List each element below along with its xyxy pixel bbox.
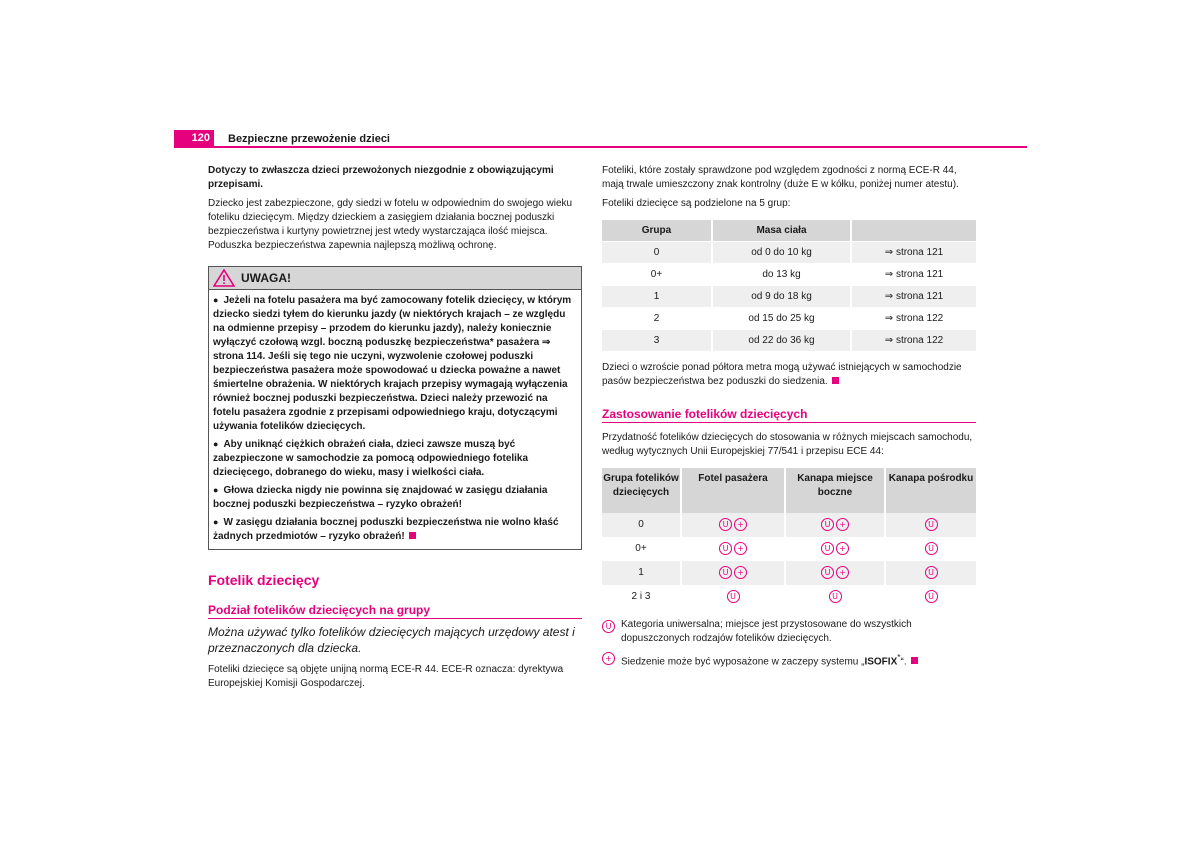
warning-icon	[213, 269, 235, 287]
table-row	[602, 264, 976, 286]
legend-text: Kategoria uniwersalna; miejsce jest przystosowane do wszystkich dopuszczonych rodzajów fotelików dziecięcych.	[621, 619, 912, 644]
universal-symbol-icon: U	[602, 620, 615, 633]
isofix-symbol-icon: +	[602, 652, 615, 665]
universal-symbol-icon: U	[727, 590, 740, 603]
universal-symbol-icon: U	[821, 542, 834, 555]
intro-italic: Można używać tylko fotelików dziecięcych mających urzędowy atest i przeznaczonych dla dziecka.	[208, 625, 575, 655]
table-header	[851, 220, 976, 242]
table-cell	[885, 513, 976, 537]
paragraph: Foteliki, które zostały sprawdzone pod względem zgodności z normą ECE-R 44, mają trwale umieszczony znak kontrolny (duże E w kółku, poniżej numer atestu).	[602, 165, 959, 190]
universal-symbol-icon: U	[719, 566, 732, 579]
usage-table	[602, 468, 976, 609]
page-link[interactable]: ⇒ strona 122	[851, 330, 976, 352]
section-heading: Fotelik dziecięcy	[208, 572, 320, 588]
paragraph: Foteliki dziecięce są objęte unijną normą ECE-R 44. ECE-R oznacza: dyrektywa Europejskiej Komisji Gospodarczej.	[208, 664, 564, 689]
subsection-heading: Zastosowanie fotelików dziecięcych	[602, 407, 976, 423]
left-column	[208, 164, 582, 696]
table-cell	[681, 561, 785, 585]
page-link[interactable]: ⇒ strona 121	[851, 286, 976, 308]
bullet-icon: ●	[213, 295, 219, 305]
universal-symbol-icon: U	[925, 590, 938, 603]
table-cell: 1	[602, 561, 681, 585]
end-square-icon	[409, 532, 416, 539]
subsection-heading: Podział fotelików dziecięcych na grupy	[208, 603, 582, 619]
table-cell: 2 i 3	[602, 585, 681, 609]
table-cell: 0+	[602, 264, 712, 286]
table-header: Kanapa pośrodku	[885, 468, 976, 513]
groups-table	[602, 220, 976, 351]
table-cell	[785, 513, 885, 537]
table-header: Grupa	[602, 220, 712, 242]
table-cell: do 13 kg	[712, 264, 851, 286]
universal-symbol-icon: U	[821, 518, 834, 531]
table-cell: od 9 do 18 kg	[712, 286, 851, 308]
table-row	[602, 513, 976, 537]
universal-symbol-icon: U	[925, 566, 938, 579]
warning-body	[209, 290, 581, 549]
legend-text: Siedzenie może być wyposażone w zaczepy systemu „ISOFIX*“.	[621, 650, 918, 669]
table-cell	[681, 537, 785, 561]
table-header: Fotel pasażera	[681, 468, 785, 513]
legend-item	[602, 618, 976, 646]
universal-symbol-icon: U	[925, 518, 938, 531]
legend-item	[602, 650, 976, 669]
table-cell: 3	[602, 330, 712, 352]
table-header-row	[602, 220, 976, 242]
table-row	[602, 561, 976, 585]
table-cell	[885, 561, 976, 585]
table-header-row	[602, 468, 976, 513]
table-cell	[785, 537, 885, 561]
isofix-symbol-icon: +	[734, 518, 747, 531]
paragraph: Dzieci o wzroście ponad półtora metra mogą używać istniejących w samochodzie pasów bezpieczeństwa bez poduszki do siedzenia.	[602, 362, 962, 387]
table-cell	[885, 585, 976, 609]
bullet-icon: ●	[213, 439, 219, 449]
page-link[interactable]: ⇒ strona 121	[851, 264, 976, 286]
isofix-symbol-icon: +	[734, 542, 747, 555]
table-header: Masa ciała	[712, 220, 851, 242]
right-column	[602, 164, 976, 669]
table-cell: 0	[602, 513, 681, 537]
warning-item: ● Głowa dziecka nigdy nie powinna się znajdować w zasięgu działania bocznej poduszki bezpieczeństwa – ryzyko obrażeń!	[213, 485, 548, 510]
table-row	[602, 242, 976, 264]
universal-symbol-icon: U	[829, 590, 842, 603]
table-cell	[785, 585, 885, 609]
paragraph: Foteliki dziecięce są podzielone na 5 grup:	[602, 198, 791, 209]
universal-symbol-icon: U	[719, 542, 732, 555]
table-row	[602, 286, 976, 308]
page-number: 120	[174, 130, 214, 146]
table-header: Grupa fotelików dziecięcych	[602, 468, 681, 513]
page-link[interactable]: ⇒ strona 122	[851, 308, 976, 330]
table-row	[602, 585, 976, 609]
table-cell: od 0 do 10 kg	[712, 242, 851, 264]
bullet-icon: ●	[213, 517, 219, 527]
header-rule	[174, 146, 1027, 148]
end-square-icon	[911, 657, 918, 664]
warning-header	[209, 267, 581, 290]
page-link[interactable]: ⇒ strona 121	[851, 242, 976, 264]
table-row	[602, 330, 976, 352]
table-cell: 0	[602, 242, 712, 264]
table-cell: 2	[602, 308, 712, 330]
intro-note: Dotyczy to zwłaszcza dzieci przewożonych niezgodnie z obowiązującymi przepisami.	[208, 165, 554, 190]
warning-title: UWAGA!	[241, 271, 291, 285]
isofix-symbol-icon: +	[836, 542, 849, 555]
table-cell: od 15 do 25 kg	[712, 308, 851, 330]
usage-table-body	[602, 513, 976, 609]
universal-symbol-icon: U	[821, 566, 834, 579]
table-cell	[681, 585, 785, 609]
end-square-icon	[832, 377, 839, 384]
bullet-icon: ●	[213, 485, 219, 495]
paragraph: Dziecko jest zabezpieczone, gdy siedzi w fotelu w odpowiednim do swojego wieku foteliku dziecięcym. Między dzieckiem a zasięgiem działania bocznej poduszki bezpieczeństwa i kurtyny powietrznej jest wtedy wystarczająca ilość miejsca. Poduszka bezpieczeństwa zapewnia najlepszą możliwą ochronę.	[208, 198, 573, 251]
table-cell: 0+	[602, 537, 681, 561]
table-header: Kanapa miejsce boczne	[785, 468, 885, 513]
isofix-symbol-icon: +	[836, 566, 849, 579]
table-cell	[885, 537, 976, 561]
isofix-symbol-icon: +	[836, 518, 849, 531]
isofix-symbol-icon: +	[734, 566, 747, 579]
table-cell: od 22 do 36 kg	[712, 330, 851, 352]
table-cell	[785, 561, 885, 585]
table-row	[602, 537, 976, 561]
warning-box	[208, 266, 582, 550]
universal-symbol-icon: U	[719, 518, 732, 531]
warning-item: ● Jeżeli na fotelu pasażera ma być zamocowany fotelik dziecięcy, w którym dziecko siedzi tyłem do kierunku jazdy (w niektórych krajach – ze względu na odmienne przepisy – przodem do kierunku jazdy), należy koniecznie wyłączyć czołową wzgl. boczną poduszkę bezpieczeństwa* pasażera ⇒ strona 114. Jeśli się tego nie uczyni, wyzwolenie czołowej poduszki bezpieczeństwa pasażera może spowodować u dziecka poważne a nawet śmiertelne obrażenia. W niektórych krajach przepisy wymagają wyłączenia również bocznej poduszki bezpieczeństwa. Dzieci należy przewozić na fotelu pasażera zgodnie z przepisami odpowiedniego kraju, dotyczącymi używania fotelików dziecięcych.	[213, 295, 572, 432]
table-cell	[681, 513, 785, 537]
warning-item: ● Aby uniknąć ciężkich obrażeń ciała, dzieci zawsze muszą być zabezpieczone w samochodzie za pomocą odpowiedniego fotelika dziecięcego, dobranego do wieku, masy i wielkości ciała.	[213, 439, 529, 478]
table-row	[602, 308, 976, 330]
table-cell: 1	[602, 286, 712, 308]
universal-symbol-icon: U	[925, 542, 938, 555]
paragraph: Przydatność fotelików dziecięcych do stosowania w różnych miejscach samochodu, według wytycznych Unii Europejskiej 77/541 i przepisu ECE 44:	[602, 432, 973, 457]
warning-item: ● W zasięgu działania bocznej poduszki bezpieczeństwa nie wolno kłaść żadnych przedmiotów – ryzyko obrażeń!	[213, 517, 559, 542]
page-title: Bezpieczne przewożenie dzieci	[228, 133, 390, 145]
